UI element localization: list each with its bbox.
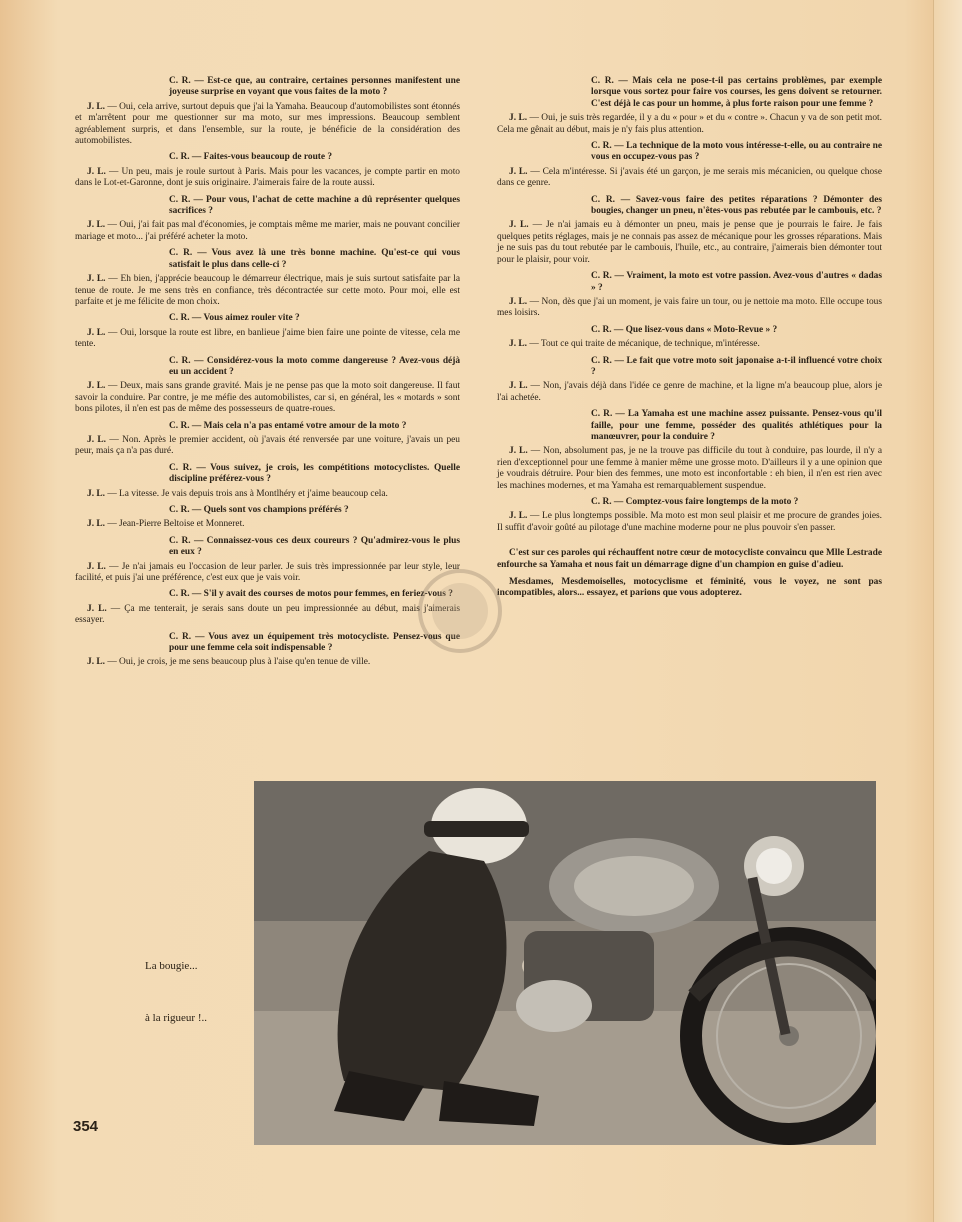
jp-watermark-logo xyxy=(415,566,505,656)
speaker-initials: J. L. xyxy=(87,327,106,338)
interview-question: C. R. — Considérez-vous la moto comme dangereuse ? Avez-vous déjà eu un accident ? xyxy=(169,355,461,377)
photo-caption-line-1: La bougie... xyxy=(145,960,198,972)
interview-question: C. R. — Faites-vous beaucoup de route ? xyxy=(169,152,333,163)
interview-question: C. R. — Mais cela n'a pas entamé votre amour de la moto ? xyxy=(169,420,407,431)
speaker-initials: J. L. xyxy=(87,657,105,668)
speaker-initials: J. L. xyxy=(87,101,105,112)
interview-answer: J. L. — Jean-Pierre Beltoise et Monneret. xyxy=(87,519,245,530)
interview-question: C. R. — Vous suivez, je crois, les compétitions motocyclistes. Quelle discipline préférez-vous ? xyxy=(169,462,460,485)
speaker-initials: J. L. xyxy=(87,488,105,499)
paragraph-text: Vous aimez rouler vite ? xyxy=(203,313,300,324)
paragraph-text: Non. Après le premier accident, où j'avais été renversée par une voiture, j'avais un peu peur, mais ça n'a pas duré. xyxy=(75,434,460,457)
paragraph-text: Savez-vous faire des petites réparations ? Démonter des bougies, changer un pneu, n'êtes-vous pas rebutée par le cambouis, etc. ? xyxy=(591,194,883,217)
speaker-initials: J. L. xyxy=(509,166,528,177)
paragraph-text: Quels sont vos champions préférés ? xyxy=(203,505,349,515)
next-page-edge xyxy=(933,0,962,1222)
paragraph-text: Le plus longtemps possible. Ma moto est mon seul plaisir et me procure de grandes joies. Il suffit d'avoir goûté au pilotage d'une machine moderne pour ne plus pouvoir s'en passer. xyxy=(497,511,883,533)
interview-answer: J. L. — Non, absolument pas, je ne la trouve pas difficile du tout à conduire, pas lourde, il n'y a rien d'exceptionnel pour une femme à manier même une grosse moto. D'ailleurs il y a une opinion que je voudrais détruire. Pour bien des femmes, une moto est inconfortable : eh bien, il n'en est rien avec les machines modernes, et ma Yamaha est remarquablement suspendue. xyxy=(497,446,882,491)
speaker-initials: J. L. xyxy=(509,381,528,392)
paragraph-text: La vitesse. Je vais depuis trois ans à Montlhéry et j'aime beaucoup cela. xyxy=(119,488,388,499)
speaker-initials: J. L. xyxy=(87,166,106,177)
interview-answer: J. L. — Cela m'intéresse. Si j'avais été un garçon, je me serais mis mécanicien, ou quelque chose dans ce genre. xyxy=(497,166,882,189)
speaker-initials: C. R. xyxy=(169,535,191,546)
motorcycle-photo xyxy=(254,781,876,1145)
interview-question: C. R. — Vous aimez rouler vite ? xyxy=(169,313,300,324)
paragraph-text: Faites-vous beaucoup de route ? xyxy=(203,152,333,163)
interview-answer: J. L. — Oui, j'ai fait pas mal d'économies, je comptais même me marier, mais ne pouvant concilier mariage et moto... j'ai préféré acheter la moto. xyxy=(75,220,460,242)
interview-question: C. R. — Que lisez-vous dans « Moto-Revue » ? xyxy=(591,324,778,335)
speaker-initials: C. R. xyxy=(591,271,612,282)
paragraph-text: Deux, mais sans grande gravité. Mais je ne pense pas que la moto soit dangereuse. Il faut savoir la conduire. Par contre, je me méfie des automobilistes, car si, en général, les « motards » sont bons pilotes, il n'en est pas de même des possesseurs de quatre-roues. xyxy=(75,381,460,415)
interview-answer: J. L. — Oui, je suis très regardée, il y a du « pour » et du « contre ». Chacun y va de son petit mot. Cela me gênait au début, mais je n'y fais plus attention. xyxy=(497,113,882,135)
interview-answer: J. L. — Non. Après le premier accident, où j'avais été renversée par une voiture, j'avais un peu peur, mais ça n'a pas duré. xyxy=(75,434,460,457)
paragraph-text: Vous avez un équipement très motocycliste. Pensez-vous que pour une femme cela soit indispensable ? xyxy=(169,631,460,654)
interview-question: C. R. — Pour vous, l'achat de cette machine a dû représenter quelques sacrifices ? xyxy=(169,194,461,217)
closing-paragraph-2: Mesdames, Mesdemoiselles, motocyclisme et féminité, vous le voyez, ne sont pas incompatibles, alors... essayez, et parions que vous adopterez. xyxy=(497,577,882,599)
paragraph-text: Oui, cela arrive, surtout depuis que j'ai la Yamaha. Beaucoup d'automobilistes sont étonnés et m'arrêtent pour me questionner sur ma moto, sur mes impressions. Beaucoup semblent agréablement surpris, et dans l'ensemble, sur la route, je bénéficie de la considération des automobilistes. xyxy=(75,101,460,147)
paragraph-text: Oui, je suis très regardée, il y a du « pour » et du « contre ». Chacun y va de son petit mot. Cela me gênait au début, mais je n'y fais plus attention. xyxy=(497,113,882,135)
interview-question: C. R. — La technique de la moto vous intéresse-t-elle, ou au contraire ne vous en occupez-vous pas ? xyxy=(591,141,883,163)
interview-question: C. R. — La Yamaha est une machine assez puissante. Pensez-vous qu'il faille, pour une femme, posséder des qualités athlétiques pour la manœuvrer, pour la conduire ? xyxy=(591,409,883,442)
speaker-initials: C. R. xyxy=(591,194,615,205)
speaker-initials: C. R. xyxy=(169,76,191,86)
speaker-initials: J. L. xyxy=(87,434,107,445)
paragraph-text: Non, absolument pas, je ne la trouve pas difficile du tout à conduire, pas lourde, il n'y a rien d'exceptionnel pour une femme à manier même une grosse moto. D'ailleurs il y a une opinion que je voudrais détruire. Pour bien des femmes, une moto est inconfortable : eh bien, il n'en est rien avec les machines modernes, et ma Yamaha est remarquablement suspendue. xyxy=(497,446,882,491)
speaker-initials: C. R. xyxy=(169,313,190,324)
speaker-initials: C. R. xyxy=(169,631,192,642)
paragraph-text: Considérez-vous la moto comme dangereuse ? Avez-vous déjà eu un accident ? xyxy=(169,355,461,377)
paragraph-text: Eh bien, j'apprécie beaucoup le démarreur électrique, mais je suis surtout satisfaite par la tenue de route. Je me sens très en confiance, très décontractée sur cette moto. Pour moi, elle est parfaite et je me félicite de mon choix. xyxy=(75,274,460,307)
paragraph-text: Vous suivez, je crois, les compétitions motocyclistes. Quelle discipline préférez-vous ? xyxy=(169,462,460,485)
speaker-initials: J. L. xyxy=(87,381,106,392)
paragraph-text: S'il y avait des courses de motos pour femmes, en feriez-vous ? xyxy=(203,589,453,600)
closing-paragraph-1: C'est sur ces paroles qui réchauffent notre cœur de motocycliste convaincu que Mlle Lestrade enfourche sa Yamaha et nous fait un démarrage digne d'un champion en guise d'adieu. xyxy=(497,548,882,570)
speaker-initials: C. R. xyxy=(169,505,190,515)
speaker-initials: C. R. xyxy=(591,324,612,335)
interview-answer: J. L. — Je n'ai jamais eu à démonter un pneu, mais je pense que je pourrais le faire. Je fais quelques petits réglages, mais je ne connais pas assez de mécanique pour les grosses réparations. Mais je ne suis pas du tout rebutée par le cambouis, l'huile, etc., au contraire, j'aimerais bien démonter tout pour le plaisir, pour voir. xyxy=(497,220,883,265)
paragraph-text: Connaissez-vous ces deux coureurs ? Qu'admirez-vous le plus en eux ? xyxy=(169,535,461,558)
interview-question: C. R. — Comptez-vous faire longtemps de la moto ? xyxy=(591,497,799,507)
speaker-initials: J. L. xyxy=(87,519,105,530)
paragraph-text: Tout ce qui traite de mécanique, de technique, m'intéresse. xyxy=(540,339,760,350)
speaker-initials: C. R. xyxy=(591,355,612,366)
interview-question: C. R. — Vraiment, la moto est votre passion. Avez-vous d'autres « dadas » ? xyxy=(591,271,882,293)
left-text-column xyxy=(75,76,460,674)
paragraph-text: Jean-Pierre Beltoise et Monneret. xyxy=(119,519,245,530)
paragraph-text: Cela m'intéresse. Si j'avais été un garçon, je me serais mis mécanicien, ou quelque chose dans ce genre. xyxy=(497,166,882,189)
interview-answer: J. L. — Eh bien, j'apprécie beaucoup le démarreur électrique, mais je suis surtout satisfaite par la tenue de route. Je me sens très en confiance, très décontractée sur cette moto. Pour moi, elle est parfaite et je me félicite de mon choix. xyxy=(75,274,460,307)
speaker-initials: J. L. xyxy=(87,603,107,614)
interview-question: C. R. — Quels sont vos champions préférés ? xyxy=(169,505,349,515)
interview-question: C. R. — Savez-vous faire des petites réparations ? Démonter des bougies, changer un pneu, n'êtes-vous pas rebutée par le cambouis, etc. ? xyxy=(591,194,883,217)
paragraph-text: La technique de la moto vous intéresse-t-elle, ou au contraire ne vous en occupez-vous pas ? xyxy=(591,141,883,163)
speaker-initials: J. L. xyxy=(509,296,528,307)
paragraph-text: Pour vous, l'achat de cette machine a dû représenter quelques sacrifices ? xyxy=(169,194,461,217)
interview-answer: J. L. — Tout ce qui traite de mécanique, de technique, m'intéresse. xyxy=(509,339,760,350)
paragraph-text: Non, dès que j'ai un moment, je vais faire un tour, ou je nettoie ma moto. Elle occupe tous mes loisirs. xyxy=(497,296,883,319)
speaker-initials: C. R. xyxy=(591,76,614,86)
paragraph-text: Oui, j'ai fait pas mal d'économies, je comptais même me marier, mais ne pouvant concilier mariage et moto... j'ai préféré acheter la moto. xyxy=(75,220,460,242)
paragraph-text: La Yamaha est une machine assez puissante. Pensez-vous qu'il faille, pour une femme, posséder des qualités athlétiques pour la manœuvrer, pour la conduire ? xyxy=(591,409,883,442)
paragraph-text: Mais cela ne pose-t-il pas certains problèmes, par exemple lorsque vous sortez pour faire vos courses, les gens doivent se retourner. C'est déjà le cas pour un homme, à plus forte raison pour une femme ? xyxy=(591,76,883,109)
speaker-initials: C. R. xyxy=(591,141,612,152)
speaker-initials: C. R. xyxy=(169,355,191,366)
interview-answer: J. L. — Oui, cela arrive, surtout depuis que j'ai la Yamaha. Beaucoup d'automobilistes sont étonnés et m'arrêtent pour me questionner sur ma moto, sur mes impressions. Beaucoup semblent agréablement surpris, et dans l'ensemble, sur la route, je bénéficie de la considération des automobilistes. xyxy=(75,101,460,147)
speaker-initials: C. R. xyxy=(169,420,190,431)
speaker-initials: J. L. xyxy=(87,274,106,285)
paragraph-text: Vraiment, la moto est votre passion. Avez-vous d'autres « dadas » ? xyxy=(591,271,882,293)
photo-caption-line-2: à la rigueur !.. xyxy=(145,1012,207,1024)
speaker-initials: J. L. xyxy=(509,339,527,350)
interview-question: C. R. — Est-ce que, au contraire, certaines personnes manifestent une joyeuse surprise en voyant que vous faites de la moto ? xyxy=(169,76,460,98)
speaker-initials: C. R. xyxy=(591,497,612,507)
interview-question: C. R. — Le fait que votre moto soit japonaise a-t-il influencé votre choix ? xyxy=(591,355,883,377)
paragraph-text: Mais cela n'a pas entamé votre amour de la moto ? xyxy=(203,420,407,431)
interview-answer: J. L. — La vitesse. Je vais depuis trois ans à Montlhéry et j'aime beaucoup cela. xyxy=(87,488,388,499)
speaker-initials: C. R. xyxy=(169,462,192,473)
paragraph-text: Vous avez là une très bonne machine. Qu'est-ce qui vous satisfait le plus dans celle-ci ? xyxy=(169,248,460,270)
interview-question: C. R. — S'il y avait des courses de motos pour femmes, en feriez-vous ? xyxy=(169,589,453,600)
paragraph-text: Le fait que votre moto soit japonaise a-t-il influencé votre choix ? xyxy=(591,355,883,377)
interview-answer: J. L. — Ça me tenterait, je serais sans doute un peu impressionnée au début, mais j'aimerais essayer. xyxy=(75,603,460,626)
paragraph-text: Non, j'avais déjà dans l'idée ce genre de machine, et la ligne m'a beaucoup plue, alors je l'ai achetée. xyxy=(497,381,882,403)
paragraph-text: Comptez-vous faire longtemps de la moto ? xyxy=(625,497,799,507)
paragraph-text: Oui, lorsque la route est libre, en banlieue j'aime bien faire une pointe de vitesse, cela me tente. xyxy=(75,327,460,350)
speaker-initials: C. R. xyxy=(169,152,190,163)
paragraph-text: Ça me tenterait, je serais sans doute un peu impressionnée au début, mais j'aimerais essayer. xyxy=(75,603,460,626)
speaker-initials: C. R. xyxy=(169,194,191,205)
interview-answer: J. L. — Deux, mais sans grande gravité. Mais je ne pense pas que la moto soit dangereuse. Il faut savoir la conduire. Par contre, je me méfie des automobilistes, car si, en général, les « motards » sont bons pilotes, il n'en est pas de même des possesseurs de quatre-roues. xyxy=(75,381,460,415)
paragraph-text: Je n'ai jamais eu à démonter un pneu, mais je pense que je pourrais le faire. Je fais quelques petits réglages, mais je ne connais pas assez de mécanique pour les grosses réparations. Mais je ne suis pas du tout rebutée par le cambouis, l'huile, etc., au contraire, j'aimerais bien démonter tout pour le plaisir, pour voir. xyxy=(497,220,883,265)
speaker-initials: C. R. xyxy=(169,589,190,600)
interview-answer: J. L. — Je n'ai jamais eu l'occasion de leur parler. Je suis très impressionnée par leur style, leur facilité, et puis j'ai une préférence, c'est eux que je vais voir. xyxy=(75,561,461,584)
interview-answer: J. L. — Un peu, mais je roule surtout à Paris. Mais pour les vacances, je compte partir en moto dans le Lot-et-Garonne, dont je suis originaire. J'aimerais faire de la route aussi. xyxy=(75,166,460,189)
paragraph-text: Un peu, mais je roule surtout à Paris. Mais pour les vacances, je compte partir en moto dans le Lot-et-Garonne, dont je suis originaire. J'aimerais faire de la route aussi. xyxy=(75,166,460,189)
paragraph-text: Que lisez-vous dans « Moto-Revue » ? xyxy=(625,324,778,335)
speaker-initials: J. L. xyxy=(87,220,106,231)
speaker-initials: J. L. xyxy=(87,561,106,572)
speaker-initials: J. L. xyxy=(509,446,528,457)
paragraph-text: Je n'ai jamais eu l'occasion de leur parler. Je suis très impressionnée par leur style, leur facilité, et puis j'ai une préférence, c'est eux que je vais voir. xyxy=(75,561,461,584)
speaker-initials: J. L. xyxy=(509,511,528,522)
paragraph-text: Est-ce que, au contraire, certaines personnes manifestent une joyeuse surprise en voyant que vous faites de la moto ? xyxy=(169,76,460,98)
interview-answer: J. L. — Non, dès que j'ai un moment, je vais faire un tour, ou je nettoie ma moto. Elle occupe tous mes loisirs. xyxy=(497,296,883,319)
interview-question: C. R. — Mais cela ne pose-t-il pas certains problèmes, par exemple lorsque vous sortez pour faire vos courses, les gens doivent se retourner. C'est déjà le cas pour un homme, à plus forte raison pour une femme ? xyxy=(591,76,883,109)
speaker-initials: J. L. xyxy=(509,220,529,231)
page-number: 354 xyxy=(73,1118,99,1135)
interview-answer: J. L. — Oui, je crois, je me sens beaucoup plus à l'aise qu'en tenue de ville. xyxy=(87,657,371,668)
speaker-initials: C. R. xyxy=(169,248,193,259)
interview-question: C. R. — Vous avez là une très bonne machine. Qu'est-ce qui vous satisfait le plus dans celle-ci ? xyxy=(169,248,460,270)
interview-answer: J. L. — Le plus longtemps possible. Ma moto est mon seul plaisir et me procure de grandes joies. Il suffit d'avoir goûté au pilotage d'une machine moderne pour ne plus pouvoir s'en passer. xyxy=(497,511,883,533)
interview-question: C. R. — Connaissez-vous ces deux coureurs ? Qu'admirez-vous le plus en eux ? xyxy=(169,535,461,558)
interview-answer: J. L. — Oui, lorsque la route est libre, en banlieue j'aime bien faire une pointe de vitesse, cela me tente. xyxy=(75,327,460,350)
paragraph-text: Oui, je crois, je me sens beaucoup plus à l'aise qu'en tenue de ville. xyxy=(119,657,371,668)
interview-question: C. R. — Vous avez un équipement très motocycliste. Pensez-vous que pour une femme cela soit indispensable ? xyxy=(169,631,460,654)
right-text-column xyxy=(497,76,882,606)
interview-answer: J. L. — Non, j'avais déjà dans l'idée ce genre de machine, et la ligne m'a beaucoup plue, alors je l'ai achetée. xyxy=(497,381,882,403)
speaker-initials: J. L. xyxy=(509,113,528,124)
speaker-initials: C. R. xyxy=(591,409,613,420)
